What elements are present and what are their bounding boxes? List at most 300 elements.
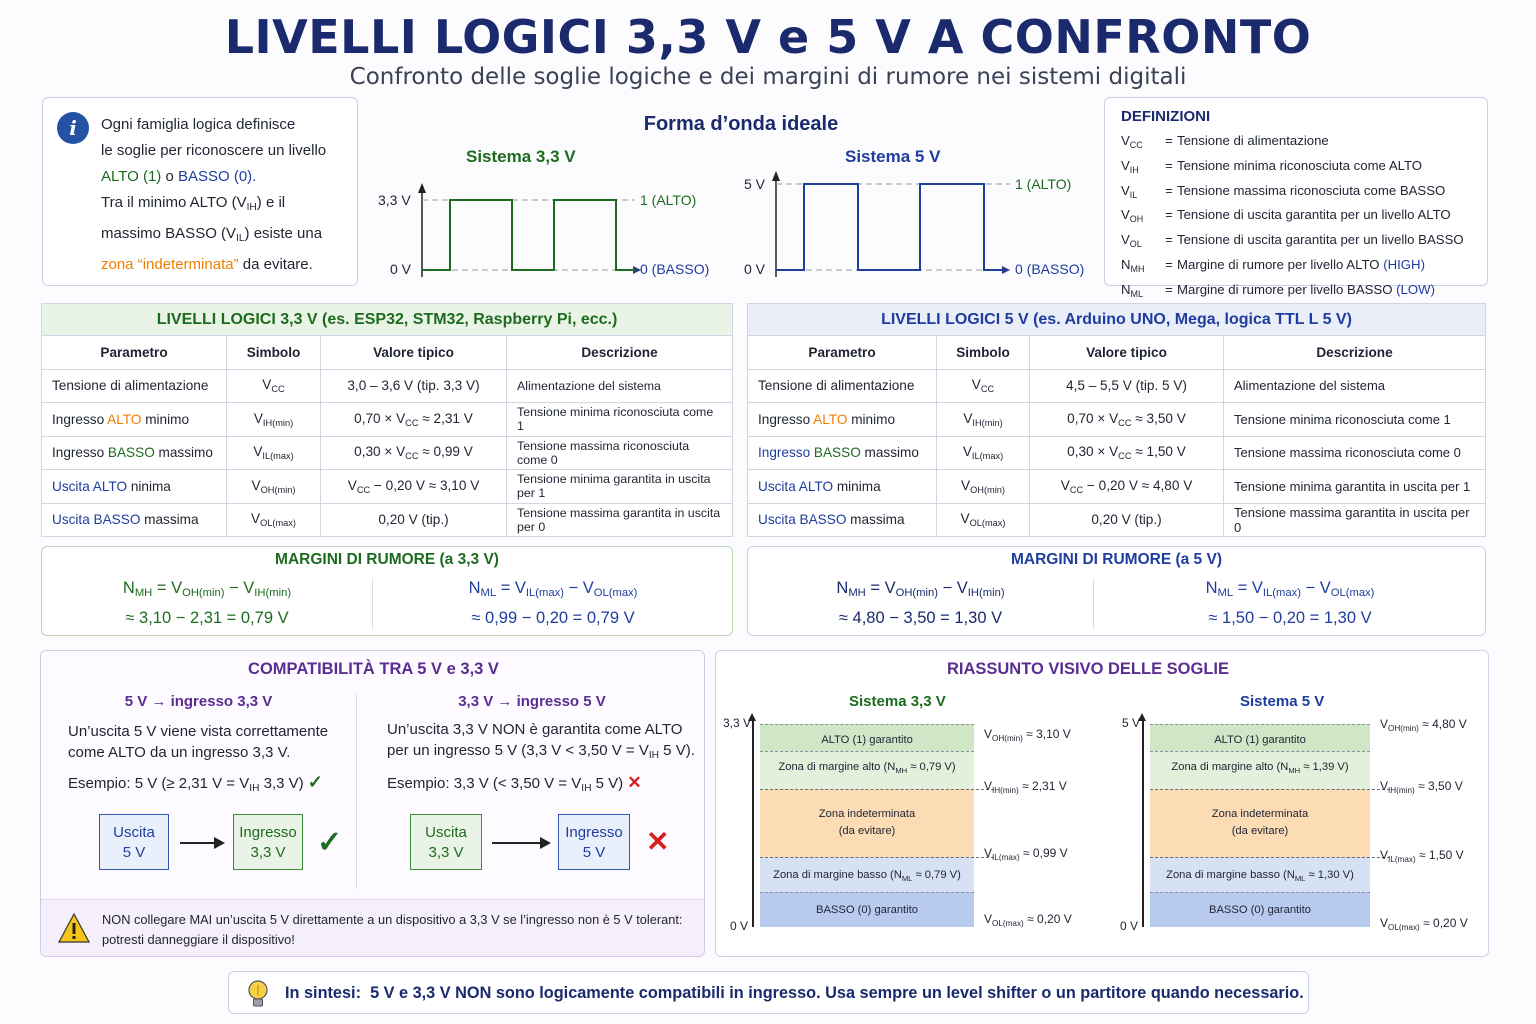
definitions-panel [1104, 97, 1488, 299]
table-row [748, 403, 1486, 437]
desc-cell: Tensione massima riconosciuta come 0 [507, 436, 733, 470]
symbol-sub: IL(max) [262, 451, 294, 462]
table-header: Simbolo [227, 336, 321, 370]
text-line: Un’uscita 3,3 V NON è garantita come ALTO [387, 721, 683, 738]
param-cell [42, 369, 227, 403]
noise-margin-33 [41, 546, 733, 636]
desc-extra: (LOW) [1396, 281, 1435, 297]
value-cell [321, 436, 507, 470]
threshold-letter: V [984, 727, 993, 741]
text-line: come ALTO da un ingresso 3,3 V. [68, 744, 291, 761]
box-label: Ingresso [565, 824, 623, 841]
nmh-5-formula: $N_{MH} = V_{OH(min)} - V_{IH(min)}$ [836, 579, 1005, 599]
definition-row [1121, 205, 1471, 230]
symbol-sub: CC [1129, 140, 1143, 150]
zone-label: (da evitare) [838, 825, 896, 837]
desc-text: Tensione di uscita garantita per un livello ALTO [1177, 207, 1451, 223]
param-text: minima [833, 478, 881, 494]
box-label: 5 V [582, 844, 606, 861]
param-cell [42, 436, 227, 470]
box-label: 3,3 V [428, 844, 464, 861]
table-row [748, 503, 1486, 537]
cross-icon-large: ✕ [646, 826, 670, 857]
intro-line [101, 252, 341, 278]
definition-desc [1177, 181, 1445, 206]
desc-text: Margine di rumore per livello BASSO [1177, 281, 1393, 297]
symbol-letter: V [251, 477, 261, 493]
desc-text: Margine di rumore per livello ALTO [1177, 256, 1380, 272]
symbol-letter: V [971, 377, 981, 393]
threshold-sub: IH(min) [992, 786, 1019, 795]
desc-text: Tensione di uscita garantita per un livello BASSO [1177, 232, 1464, 248]
threshold-letter: V [984, 846, 993, 860]
intro-text: massimo BASSO (V [101, 225, 237, 242]
zona-label: zona “indeterminata” [101, 256, 239, 273]
zone-sub: ML [901, 874, 913, 883]
arrow-head [540, 837, 551, 849]
definition-desc [1177, 280, 1435, 305]
threshold-letter: V [1380, 848, 1389, 862]
text-line: Un’uscita 5 V viene vista correttamente [68, 723, 329, 740]
threshold-vil [984, 846, 1068, 862]
desc-extra: (HIGH) [1383, 256, 1425, 272]
param-text: Ingresso [52, 411, 108, 427]
threshold-sub: OH(min) [992, 734, 1023, 743]
page-subtitle: Confronto delle soglie logiche e dei margini di rumore nei sistemi digitali [349, 64, 1187, 90]
compat-right-example [387, 772, 642, 799]
table-5v [747, 303, 1486, 537]
param-cell [42, 470, 227, 504]
definition-row [1121, 280, 1471, 305]
threshold-sub: IL(max) [1388, 855, 1416, 864]
symbol-letter: V [1121, 133, 1130, 148]
summary-top-label: 5 V [1122, 716, 1141, 730]
symbol-cell [227, 503, 321, 537]
symbol-sub: IH(min) [972, 417, 1003, 428]
value-text: 0,70 × V [1067, 410, 1119, 426]
zone-label [1171, 761, 1348, 773]
noise-5-title: MARGINI DI RUMORE (a 5 V) [1011, 551, 1222, 568]
param-text: Ingresso [758, 445, 814, 461]
symbol-cell [227, 436, 321, 470]
value-cell [1030, 470, 1224, 504]
definition-desc [1177, 131, 1329, 156]
definition-row [1121, 156, 1471, 181]
summary-panel [715, 650, 1489, 957]
warning-text [102, 910, 682, 950]
nml-33-calc: ≈ 0,99 − 0,20 = 0,79 V [471, 609, 635, 627]
intro-panel [42, 97, 358, 286]
wave-5-vlow: 0 V [744, 261, 766, 277]
waveform-section [370, 97, 1096, 286]
symbol-cell [937, 503, 1030, 537]
basso-label: BASSO (0). [177, 168, 257, 185]
param-keyword: BASSO [813, 445, 861, 461]
summary-axis [1142, 719, 1144, 927]
desc-cell: Tensione minima garantita in uscita per 1 [507, 470, 733, 504]
param-keyword: BASSO [107, 445, 155, 461]
value-sub: CC [356, 484, 371, 495]
value-text: 0,30 × V [354, 444, 406, 460]
definition-desc [1177, 156, 1422, 181]
table-row [42, 436, 733, 470]
symbol-letter: V [1121, 157, 1130, 173]
box-label: Ingresso [239, 824, 297, 841]
desc-text: Tensione minima riconosciuta come ALTO [1177, 157, 1423, 173]
definition-row [1121, 255, 1471, 280]
threshold-vih [1380, 779, 1463, 795]
zone-label: BASSO (0) garantito [816, 904, 918, 916]
wave-33-low: 0 (BASSO) [640, 261, 710, 277]
param-text: Uscita [52, 478, 93, 494]
symbol-cell [227, 369, 321, 403]
summary-footer [228, 971, 1309, 1014]
table-header: Descrizione [1224, 336, 1486, 370]
warning-box [41, 899, 704, 956]
zone-label [773, 869, 961, 881]
symbol-letter: V [961, 477, 971, 493]
symbol-letter: V [1121, 232, 1130, 248]
waveform-33-signal [422, 200, 635, 270]
zone-ml [1150, 857, 1370, 892]
param-text: massimo [154, 445, 213, 461]
intro-text: da evitare. [242, 256, 313, 273]
value-text: 0,70 × V [354, 410, 406, 426]
desc-text: Tensione di alimentazione [1177, 133, 1329, 148]
zone-text: ≈ 1,30 V) [1305, 869, 1354, 881]
equals: = [1165, 232, 1173, 248]
text-line [387, 740, 705, 766]
zone-separator [760, 789, 994, 790]
desc-cell: Tensione minima riconosciuta come 1 [1224, 403, 1486, 437]
compat-right-text [387, 719, 705, 766]
zone-text: Zona di margine alto (N [778, 761, 896, 773]
symbol-cell [227, 403, 321, 437]
symbol-cell [227, 470, 321, 504]
zone-sub: ML [1294, 874, 1306, 883]
param-cell [748, 503, 937, 537]
check-icon-large: ✓ [317, 826, 343, 859]
noise-margin-5 [747, 546, 1486, 636]
value-cell [321, 470, 507, 504]
equals: = [1165, 256, 1173, 272]
param-cell [748, 403, 937, 437]
summary-top-label: 3,3 V [723, 716, 752, 730]
equals: = [1165, 207, 1173, 223]
cross-icon: ✕ [627, 773, 642, 792]
definition-row [1121, 181, 1471, 206]
param-text: massima [846, 512, 905, 528]
wave-5-low: 0 (BASSO) [1015, 261, 1085, 277]
arrow-head [214, 837, 225, 849]
value-cell [1030, 403, 1224, 437]
symbol-sub: IL(max) [971, 451, 1004, 462]
threshold-vol [984, 912, 1072, 928]
wave-5-vhigh: 5 V [744, 176, 766, 192]
definition-symbol [1121, 255, 1161, 280]
definition-row [1121, 131, 1471, 156]
threshold-letter: V [1380, 717, 1389, 731]
equals: = [1165, 157, 1173, 173]
nmh-33-formula: $N_{MH} = V_{OH(min)} - V_{IH(min)}$ [122, 579, 292, 599]
definitions-list [1121, 131, 1471, 305]
threshold-letter: V [984, 912, 993, 926]
param-keyword: ALTO [107, 411, 142, 427]
waveform-33-name: Sistema 3,3 V [466, 147, 576, 166]
threshold-sub: IL(max) [992, 853, 1020, 862]
intro-line: le soglie per riconoscere un livello [101, 142, 327, 159]
waveform-diagram [370, 97, 1096, 286]
wave-33-vhigh: 3,3 V [378, 192, 411, 208]
value-cell [1030, 369, 1224, 403]
zone-ind [1150, 789, 1370, 857]
compat-left-example [68, 772, 323, 799]
alto-label: ALTO (1) [101, 168, 162, 185]
table-row [42, 369, 733, 403]
intro-sub: IH [246, 202, 257, 213]
summary-axis-arrow [1138, 713, 1146, 721]
table-header: Valore tipico [1030, 336, 1224, 370]
table-header: Parametro [748, 336, 937, 370]
value-cell [321, 403, 507, 437]
intro-line: Ogni famiglia logica definisce [101, 116, 296, 133]
footer-label: In sintesi: [285, 984, 361, 1002]
equals: = [1165, 133, 1173, 148]
arrow [492, 842, 542, 844]
threshold-letter: V [1380, 779, 1389, 793]
param-text: Uscita [758, 478, 799, 494]
threshold-value: ≈ 2,31 V [1022, 779, 1067, 793]
nmh-5-calc: ≈ 4,80 − 3,50 = 1,30 V [838, 609, 1003, 627]
intro-sub: IL [236, 233, 245, 244]
param-cell [748, 436, 937, 470]
nml-5-calc: ≈ 1,50 − 0,20 = 1,30 V [1208, 609, 1372, 627]
text: 3,3 V) [259, 775, 304, 792]
value-text: 0,30 × V [1067, 444, 1119, 460]
wave-33-high: 1 (ALTO) [640, 192, 697, 208]
desc-text: Tensione massima riconosciuta come BASSO [1177, 182, 1446, 198]
param-text: Ingresso [52, 445, 108, 461]
zone-alto [1150, 724, 1370, 751]
symbol-letter: V [253, 444, 263, 460]
definition-desc [1177, 255, 1425, 280]
zone-label: Zona indeterminata [818, 808, 916, 820]
symbol-sub: OL [1129, 239, 1142, 250]
value-sub: CC [405, 451, 419, 462]
summary-axis-arrow [748, 713, 756, 721]
summary-33 [716, 651, 1096, 958]
box-label: Uscita [425, 824, 467, 841]
value-text: ≈ 0,99 V [418, 444, 473, 460]
symbol-letter: N [1121, 256, 1131, 272]
param-text: massima [140, 512, 199, 528]
symbol-sub: MH [1130, 263, 1145, 274]
intro-text: ) esiste una [244, 225, 323, 242]
desc-cell: Tensione massima riconosciuta come 0 [1224, 436, 1486, 470]
zone-basso [1150, 892, 1370, 927]
symbol-letter: V [253, 410, 263, 426]
symbol-letter: V [963, 410, 973, 426]
definition-desc [1177, 205, 1451, 230]
value-sub: CC [1069, 484, 1084, 495]
zone-mh [760, 751, 974, 789]
table-row [42, 470, 733, 504]
box-label: 3,3 V [250, 844, 286, 861]
symbol-sub: CC [980, 384, 995, 395]
zone-ind [760, 789, 974, 857]
compatibility-panel [40, 650, 705, 957]
definition-desc [1177, 230, 1464, 255]
page-title: LIVELLI LOGICI 3,3 V e 5 V A CONFRONTO [224, 10, 1312, 64]
zone-separator [1150, 789, 1390, 790]
param-text: massimo [860, 445, 919, 461]
warning-icon [57, 912, 91, 944]
sub: IH [581, 783, 592, 794]
param-keyword: ALTO [813, 411, 848, 427]
intro-text: Tra il minimo ALTO (V [101, 194, 247, 211]
symbol-sub: IH [1129, 164, 1139, 175]
value-cell [321, 503, 507, 537]
threshold-sub: OL(max) [992, 919, 1024, 928]
symbol-letter: V [960, 511, 970, 527]
waveform-5-name: Sistema 5 V [845, 147, 941, 166]
value-text: ≈ 3,50 V [1131, 410, 1186, 426]
symbol-cell [937, 369, 1030, 403]
param-cell [42, 503, 227, 537]
info-icon: i [57, 112, 89, 144]
value-text: 4,5 – 5,5 V (tip. 5 V) [1066, 378, 1187, 394]
desc-cell: Tensione minima garantita in uscita per 1 [1224, 470, 1486, 504]
summary-5 [1116, 651, 1490, 958]
threshold-value: ≈ 3,10 V [1026, 727, 1071, 741]
threshold-letter: V [984, 779, 993, 793]
box-label: Uscita [113, 824, 155, 841]
definition-symbol [1121, 205, 1161, 230]
param-text: ninima [127, 478, 171, 494]
symbol-sub: OH(min) [260, 484, 296, 495]
table-5v-title: LIVELLI LOGICI 5 V (es. Arduino UNO, Mega, logica TTL L 5 V) [748, 304, 1486, 336]
param-keyword: BASSO [93, 512, 141, 528]
wave-5-high: 1 (ALTO) [1015, 176, 1072, 192]
waveform-title: Forma d’onda ideale [643, 113, 839, 135]
param-keyword: ALTO [92, 478, 128, 494]
value-sub: CC [405, 417, 419, 428]
compat-left-text [68, 721, 358, 763]
intro-line [101, 190, 341, 221]
threshold-letter: V [1380, 916, 1389, 930]
symbol-sub: OL(max) [260, 518, 296, 529]
symbol-cell [937, 403, 1030, 437]
zone-text: Zona di margine alto (N [1171, 761, 1289, 773]
symbol-sub: IL [1129, 189, 1138, 200]
definition-row [1121, 230, 1471, 255]
input-5v-box [558, 814, 630, 870]
summary-bottom-label: 0 V [730, 919, 749, 933]
arrow [180, 842, 216, 844]
table-row [42, 403, 733, 437]
compat-title: COMPATIBILITÀ TRA 5 V e 3,3 V [248, 660, 499, 678]
text: Esempio: 3,3 V (< 3,50 V = V [387, 775, 582, 792]
param-text: Uscita [52, 512, 94, 528]
output-33v-box [410, 814, 482, 870]
output-5v-box [99, 814, 169, 870]
value-text: 0,20 V (tip.) [378, 512, 449, 528]
param-keyword: ALTO [798, 478, 834, 494]
footer-text: 5 V e 3,3 V NON sono logicamente compatibili in ingresso. Usa sempre un level shifter o un partitore quando necessario. [370, 984, 1304, 1002]
text: Esempio: 5 V (≥ 2,31 V = V [68, 775, 250, 792]
definition-symbol [1121, 280, 1161, 305]
threshold-sub: OH(min) [1388, 724, 1419, 733]
symbol-sub: OH(min) [970, 484, 1005, 495]
threshold-value: ≈ 4,80 V [1422, 717, 1467, 731]
definitions-title: DEFINIZIONI [1121, 108, 1211, 125]
table-33v-title: LIVELLI LOGICI 3,3 V (es. ESP32, STM32, Raspberry Pi, ecc.) [42, 304, 733, 336]
zone-label: (da evitare) [1231, 825, 1289, 837]
text: 5 V). [659, 742, 695, 759]
param-text: Ingresso [758, 411, 814, 427]
summary-system-name: Sistema 3,3 V [849, 693, 946, 710]
param-text: minimo [141, 411, 190, 427]
symbol-letter: V [1121, 207, 1130, 223]
symbol-sub: ML [1130, 288, 1143, 299]
threshold-sub: IH(min) [1388, 786, 1415, 795]
wave-33-vlow: 0 V [390, 261, 412, 277]
table-33v [41, 303, 733, 537]
warning-line: potresti danneggiare il dispositivo! [102, 932, 295, 947]
value-sub: CC [1118, 417, 1132, 428]
symbol-sub: CC [271, 384, 285, 395]
symbol-letter: V [1121, 182, 1130, 198]
definition-symbol [1121, 181, 1161, 206]
waveform-5-signal [776, 184, 1002, 270]
table-header: Descrizione [507, 336, 733, 370]
intro-line [101, 164, 341, 190]
param-cell [42, 403, 227, 437]
zone-text: ≈ 1,39 V) [1300, 761, 1349, 773]
text: per un ingresso 5 V (3,3 V < 3,50 V = V [387, 742, 649, 759]
symbol-letter: V [251, 511, 261, 527]
value-text: 0,20 V (tip.) [1091, 512, 1162, 528]
param-cell [748, 470, 937, 504]
threshold-value: ≈ 0,20 V [1423, 916, 1468, 930]
value-text: ≈ 2,31 V [418, 410, 473, 426]
summary-axis [752, 719, 754, 927]
value-text: 3,0 – 3,6 V (tip. 3,3 V) [347, 378, 480, 394]
compat-left-heading: 5 V → ingresso 3,3 V [124, 693, 273, 710]
threshold-value: ≈ 0,20 V [1027, 912, 1072, 926]
param-cell [748, 369, 937, 403]
zone-label: ALTO (1) garantito [1214, 734, 1306, 746]
desc-cell: Tensione minima riconosciuta come 1 [507, 403, 733, 437]
table-header: Parametro [42, 336, 227, 370]
threshold-vih [984, 779, 1067, 795]
table-row [748, 369, 1486, 403]
table-row [42, 503, 733, 537]
threshold-vil [1380, 848, 1464, 864]
nml-5-formula: $N_{ML} = V_{IL(max)} - V_{OL(max)}$ [1205, 579, 1375, 599]
compat-right-heading: 3,3 V → ingresso 5 V [458, 693, 606, 710]
zone-text: Zona di margine basso (N [1166, 869, 1295, 881]
symbol-cell [937, 470, 1030, 504]
zone-sub: MH [895, 766, 908, 775]
table-5v-body [748, 369, 1486, 537]
table-header: Valore tipico [321, 336, 507, 370]
nmh-33-calc: ≈ 3,10 − 2,31 = 0,79 V [125, 609, 289, 627]
threshold-voh [1380, 717, 1467, 733]
param-text: Tensione di alimentazione [52, 378, 209, 394]
sub: IH [648, 750, 660, 761]
equals: = [1165, 182, 1173, 198]
